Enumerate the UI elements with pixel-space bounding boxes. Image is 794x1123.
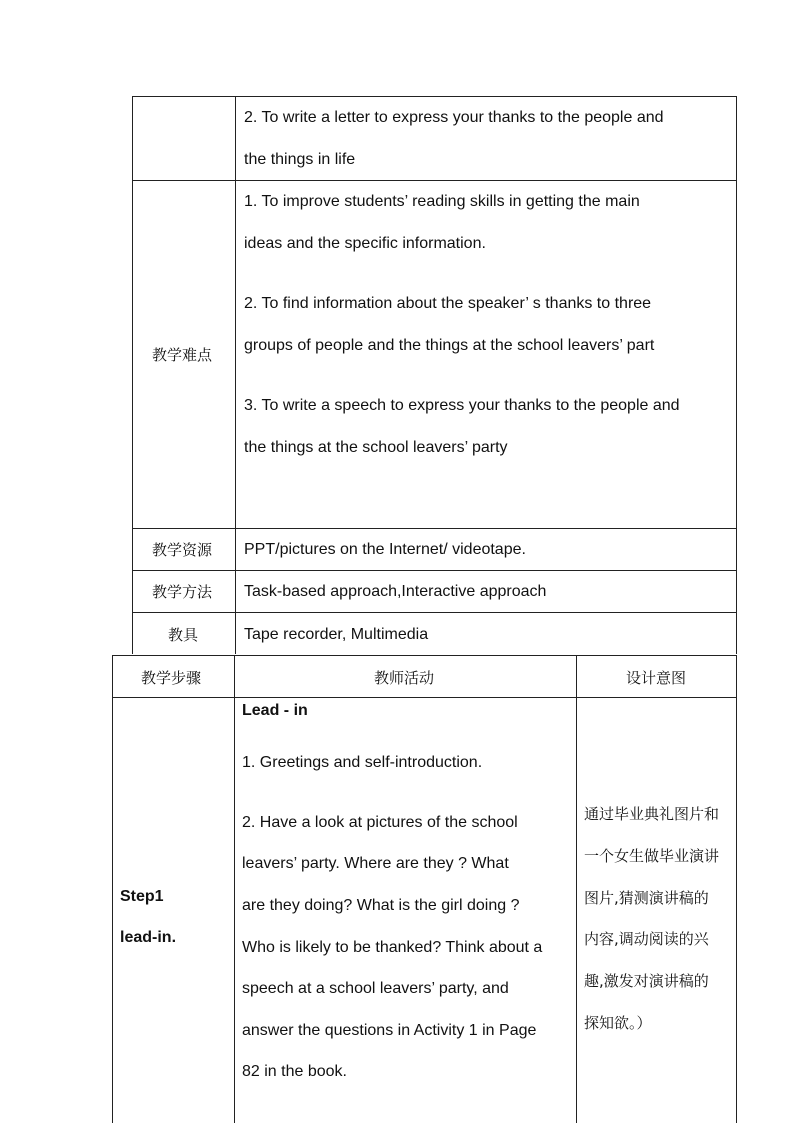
- resources-label: 教学资源: [152, 541, 213, 559]
- table1-top-border: [132, 96, 737, 97]
- table2-right-border: [736, 655, 737, 1123]
- table2-header-divider: [112, 697, 737, 698]
- table1-row-divider: [132, 180, 737, 181]
- objectives-line: the things in life: [244, 151, 356, 168]
- activity-heading: Lead - in: [242, 702, 308, 719]
- difficulties-label: 教学难点: [152, 346, 213, 364]
- header-steps: 教学步骤: [141, 669, 202, 687]
- activity-line: speech at a school leavers’ party, and: [242, 980, 509, 997]
- activity-line: answer the questions in Activity 1 in Page: [242, 1022, 537, 1039]
- table1-row-divider: [132, 612, 737, 613]
- difficulties-line: ideas and the specific information.: [244, 235, 486, 252]
- difficulties-line: 1. To improve students’ reading skills in getting the main: [244, 193, 640, 210]
- intent-line: 图片,猜测演讲稿的: [584, 889, 709, 907]
- objectives-line: 2. To write a letter to express your thanks to the people and: [244, 109, 664, 126]
- activity-line: are they doing? What is the girl doing ?: [242, 897, 520, 914]
- tools-content: Tape recorder, Multimedia: [244, 626, 429, 643]
- table2-left-border: [112, 655, 113, 1123]
- resources-content: PPT/pictures on the Internet/ videotape.: [244, 541, 526, 558]
- difficulties-line: 2. To find information about the speaker’ s thanks to three: [244, 295, 652, 312]
- methods-label: 教学方法: [152, 583, 213, 601]
- activity-line: 2. Have a look at pictures of the school: [242, 814, 518, 831]
- table2-column-divider: [234, 655, 235, 1123]
- table2-column-divider: [576, 655, 577, 1123]
- intent-line: 一个女生做毕业演讲: [584, 847, 720, 865]
- difficulties-line: groups of people and the things at the school leavers’ part: [244, 337, 655, 354]
- header-design-intent: 设计意图: [626, 669, 687, 687]
- intent-line: 趣,激发对演讲稿的: [584, 972, 709, 990]
- step-title: Step1: [120, 888, 164, 905]
- table2-top-border: [112, 655, 737, 656]
- step-subtitle: lead-in.: [120, 929, 177, 946]
- intent-line: 探知欲。）: [584, 1014, 652, 1032]
- activity-line: Who is likely to be thanked? Think about a: [242, 939, 543, 956]
- intent-line: 内容,调动阅读的兴: [584, 930, 709, 948]
- activity-line: 82 in the book.: [242, 1063, 347, 1080]
- table1-row-divider: [132, 528, 737, 529]
- activity-line: leavers’ party. Where are they ? What: [242, 855, 509, 872]
- intent-line: 通过毕业典礼图片和: [584, 805, 720, 823]
- methods-content: Task-based approach,Interactive approach: [244, 583, 547, 600]
- activity-line: 1. Greetings and self-introduction.: [242, 754, 483, 771]
- table1-row-divider: [132, 570, 737, 571]
- tools-label: 教具: [168, 626, 199, 644]
- difficulties-line: the things at the school leavers’ party: [244, 439, 508, 456]
- difficulties-line: 3. To write a speech to express your thanks to the people and: [244, 397, 680, 414]
- header-teacher-activities: 教师活动: [374, 669, 435, 687]
